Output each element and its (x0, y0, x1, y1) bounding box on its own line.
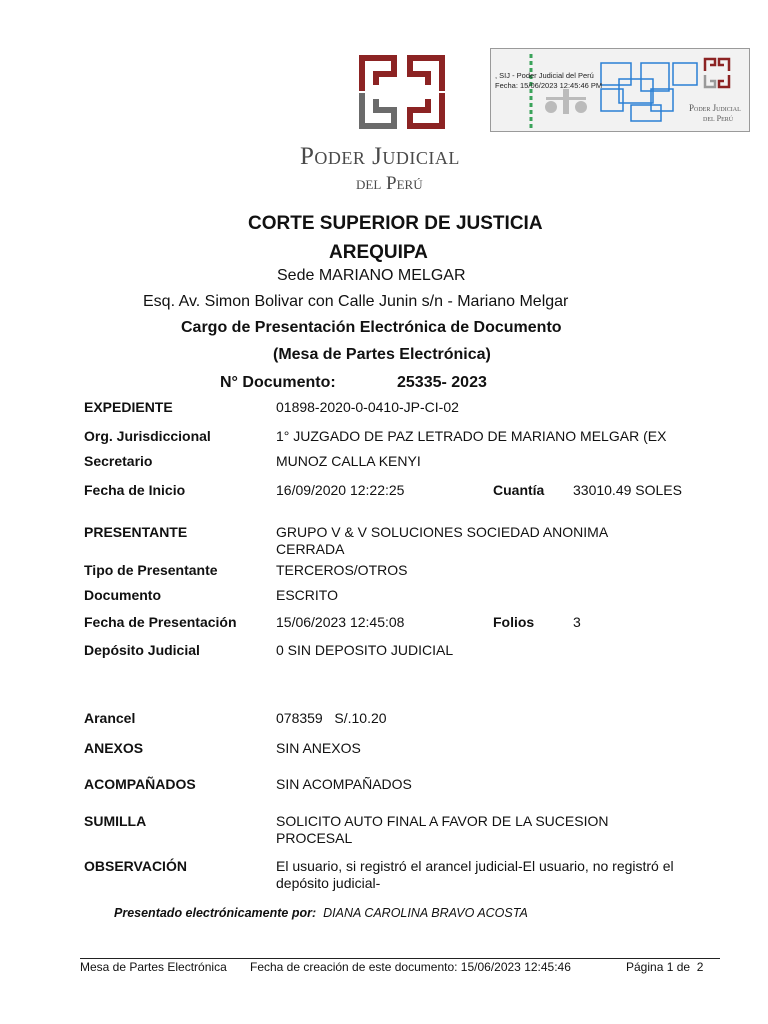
deposito-judicial-label: Depósito Judicial (84, 642, 200, 658)
sumilla-value: SOLICITO AUTO FINAL A FAVOR DE LA SUCESION PROCESAL (276, 813, 609, 846)
tipo-presentante-value: TERCEROS/OTROS (276, 562, 408, 578)
org-jurisdiccional-value: 1° JUZGADO DE PAZ LETRADO DE MARIANO MELGAR (EX (276, 428, 667, 444)
footer-creation-date: Fecha de creación de este documento: 15/06/2023 12:45:46 (250, 960, 571, 974)
cuantia-label: Cuantía (493, 482, 545, 498)
anexos-label: ANEXOS (84, 740, 144, 756)
fecha-presentacion-value: 15/06/2023 12:45:08 (276, 614, 405, 630)
acompanados-label: ACOMPAÑADOS (84, 776, 196, 792)
footer-page-number: Página 1 de 2 (626, 960, 704, 974)
seal-title: Poder Judicial (689, 103, 741, 113)
arancel-label: Arancel (84, 710, 136, 726)
sumilla-label: SUMILLA (84, 813, 147, 829)
digital-signature-stamp (490, 48, 750, 132)
doc-number-value: 25335- 2023 (397, 374, 487, 391)
logo-subtitle: del Perú (356, 173, 423, 194)
expediente-value: 01898-2020-0-0410-JP-CI-02 (276, 399, 459, 415)
doc-number-label: N° Documento: (220, 374, 336, 391)
fecha-inicio-label: Fecha de Inicio (84, 482, 186, 498)
presented-by (114, 906, 528, 920)
folios-label: Folios (493, 614, 535, 630)
documento-label: Documento (84, 587, 161, 603)
sede: Sede MARIANO MELGAR (277, 267, 466, 284)
document-title: Cargo de Presentación Electrónica de Documento (181, 319, 562, 336)
cuantia-value: 33010.49 SOLES (573, 482, 682, 498)
presentante-label: PRESENTANTE (84, 524, 188, 540)
seal-subtitle: del Perú (703, 114, 734, 123)
presented-by-label: Presentado electrónicamente por: (114, 906, 317, 920)
poder-judicial-logo (356, 52, 448, 132)
court-name-line2: AREQUIPA (329, 242, 428, 263)
presented-by-name: DIANA CAROLINA BRAVO ACOSTA (323, 906, 528, 920)
documento-value: ESCRITO (276, 587, 338, 603)
folios-value: 3 (573, 614, 581, 630)
footer-divider (80, 958, 720, 959)
logo-title: Poder Judicial (300, 143, 460, 170)
secretario-value: MUNOZ CALLA KENYI (276, 453, 421, 469)
expediente-label: EXPEDIENTE (84, 399, 173, 415)
footer-left: Mesa de Partes Electrónica (80, 960, 227, 974)
anexos-value: SIN ANEXOS (276, 740, 361, 756)
court-name-line1: CORTE SUPERIOR DE JUSTICIA (248, 213, 543, 234)
tipo-presentante-label: Tipo de Presentante (84, 562, 218, 578)
document-subtitle: (Mesa de Partes Electrónica) (273, 346, 491, 363)
signature-stamp-text: , SIJ - Poder Judicial del Perú Fecha: 15/06/2023 12:45:46 PM (495, 71, 603, 90)
address: Esq. Av. Simon Bolivar con Calle Junin s/n - Mariano Melgar (143, 293, 569, 310)
secretario-label: Secretario (84, 453, 153, 469)
org-jurisdiccional-label: Org. Jurisdiccional (84, 428, 211, 444)
presentante-value: GRUPO V & V SOLUCIONES SOCIEDAD ANONIMA CERRADA (276, 524, 608, 557)
arancel-value: 078359 S/.10.20 (276, 710, 387, 726)
observacion-label: OBSERVACIÓN (84, 858, 187, 874)
fecha-inicio-value: 16/09/2020 12:22:25 (276, 482, 405, 498)
observacion-value: El usuario, si registró el arancel judicial-El usuario, no registró el depósito judicial- (276, 858, 674, 891)
deposito-judicial-value: 0 SIN DEPOSITO JUDICIAL (276, 642, 454, 658)
acompanados-value: SIN ACOMPAÑADOS (276, 776, 412, 792)
fecha-presentacion-label: Fecha de Presentación (84, 614, 237, 630)
